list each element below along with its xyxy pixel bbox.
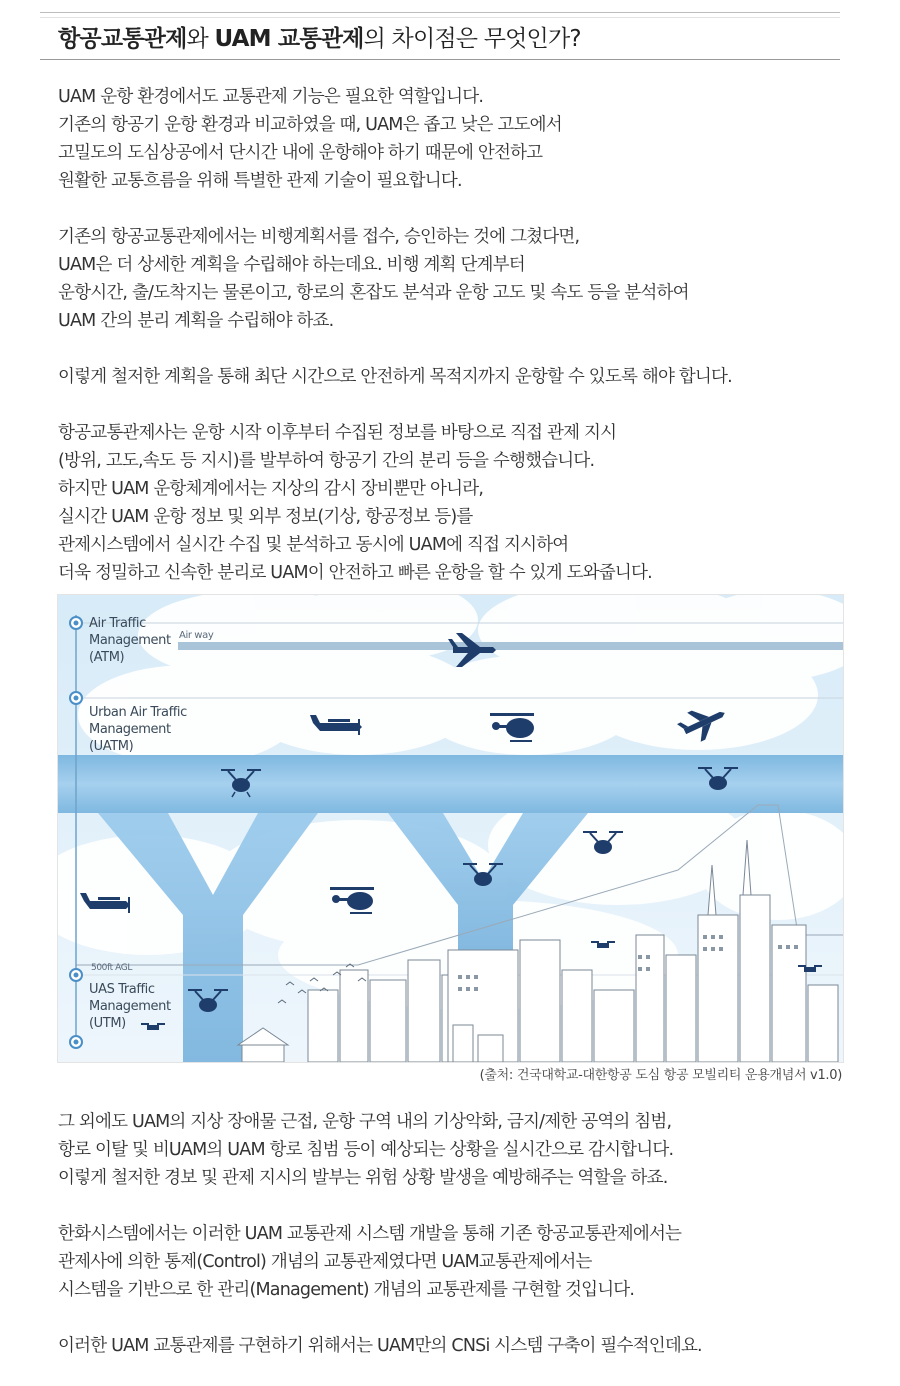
uatm-label-line-2: Management	[89, 722, 171, 737]
p7-line-1: 이러한 UAM 교통관제를 구현하기 위해서는 UAM만의 CNSi 시스템 구축이 필수적인데요.	[58, 1336, 702, 1356]
title-connector: 와	[186, 26, 215, 52]
uam-airspace-figure	[57, 594, 844, 1063]
p4-line-5: 관제시스템에서 실시간 수집 및 분석하고 동시에 UAM에 직접 지시하여	[58, 535, 569, 555]
p4-line-3: 하지만 UAM 운항체계에서는 지상의 감시 장비뿐만 아니라,	[58, 479, 484, 499]
p5-line-2: 항로 이탈 및 비UAM의 UAM 항로 침범 등이 예상되는 상황을 실시간으로 감시합니다.	[58, 1140, 674, 1160]
utm-label-line-2: Management	[89, 999, 171, 1014]
paragraph-5	[58, 1108, 673, 1192]
p2-line-2: UAM은 더 상세한 계획을 수립해야 하는데요. 비행 계획 단계부터	[58, 255, 525, 275]
p5-line-1: 그 외에도 UAM의 지상 장애물 근접, 운항 구역 내의 기상악화, 금지/제한 공역의 침범,	[58, 1112, 672, 1132]
p4-line-4: 실시간 UAM 운항 정보 및 외부 정보(기상, 항공정보 등)를	[58, 507, 473, 527]
p4-line-2: (방위, 고도,속도 등 지시)를 발부하여 항공기 간의 분리 등을 수행했습니다.	[58, 451, 595, 471]
title-atc: 항공교통관제	[58, 26, 187, 52]
title-divider	[40, 59, 840, 60]
p1-line-4: 원활한 교통흐름을 위해 특별한 관제 기술이 필요합니다.	[58, 171, 462, 191]
p6-line-1: 한화시스템에서는 이러한 UAM 교통관제 시스템 개발을 통해 기존 항공교통관제에서는	[58, 1224, 682, 1244]
title-question: 의 차이점은 무엇인가?	[363, 26, 581, 52]
airway-band	[178, 642, 843, 650]
utm-label-line-3: (UTM)	[89, 1016, 126, 1031]
p3-line-1: 이렇게 철저한 계획을 통해 최단 시간으로 안전하게 목적지까지 운항할 수 있도록 해야 합니다.	[58, 367, 732, 387]
paragraph-7	[58, 1332, 702, 1360]
utm-label-line-1: UAS Traffic	[89, 982, 155, 997]
title-uam-atc: UAM 교통관제	[214, 26, 364, 52]
paragraph-3	[58, 363, 732, 391]
p1-line-2: 기존의 항공기 운항 환경과 비교하였을 때, UAM은 좁고 낮은 고도에서	[58, 115, 562, 135]
figure-caption: (출처: 건국대학교-대한항공 도심 항공 모빌리티 운용개념서 v1.0)	[479, 1068, 842, 1083]
paragraph-1	[58, 83, 562, 195]
p6-line-3: 시스템을 기반으로 한 관리(Management) 개념의 교통관제를 구현할 것입니다.	[58, 1280, 635, 1300]
atm-label-line-2: Management	[89, 633, 171, 648]
paragraph-6	[58, 1220, 681, 1304]
p2-line-4: UAM 간의 분리 계획을 수립해야 하죠.	[58, 311, 334, 331]
airspace-illustration	[58, 595, 843, 1062]
p1-line-1: UAM 운항 환경에서도 교통관제 기능은 필요한 역할입니다.	[58, 87, 484, 107]
p6-line-2: 관제사에 의한 통제(Control) 개념의 교통관제였다면 UAM교통관제에서는	[58, 1252, 592, 1272]
p4-line-6: 더욱 정밀하고 신속한 분리로 UAM이 안전하고 빠른 운항을 할 수 있게 도와줍니다.	[58, 563, 652, 583]
paragraph-4	[58, 419, 652, 587]
agl-label: 500ft AGL	[91, 963, 132, 973]
top-rule	[40, 12, 840, 18]
p4-line-1: 항공교통관제사는 운항 시작 이후부터 수집된 정보를 바탕으로 직접 관제 지시	[58, 423, 617, 443]
uatm-label-line-1: Urban Air Traffic	[89, 705, 187, 720]
uatm-label-line-3: (UATM)	[89, 739, 134, 754]
section-title	[58, 22, 581, 56]
paragraph-2	[58, 223, 689, 335]
p2-line-3: 운항시간, 출/도착지는 물론이고, 항로의 혼잡도 분석과 운항 고도 및 속도 등을 분석하여	[58, 283, 689, 303]
airway-label: Air way	[179, 630, 214, 641]
atm-label-line-3: (ATM)	[89, 650, 125, 665]
p1-line-3: 고밀도의 도심상공에서 단시간 내에 운항해야 하기 때문에 안전하고	[58, 143, 543, 163]
p5-line-3: 이렇게 철저한 경보 및 관제 지시의 발부는 위험 상황 발생을 예방해주는 역할을 하죠.	[58, 1168, 668, 1188]
p2-line-1: 기존의 항공교통관제에서는 비행계획서를 접수, 승인하는 것에 그쳤다면,	[58, 227, 580, 247]
atm-label-line-1: Air Traffic	[89, 616, 146, 631]
